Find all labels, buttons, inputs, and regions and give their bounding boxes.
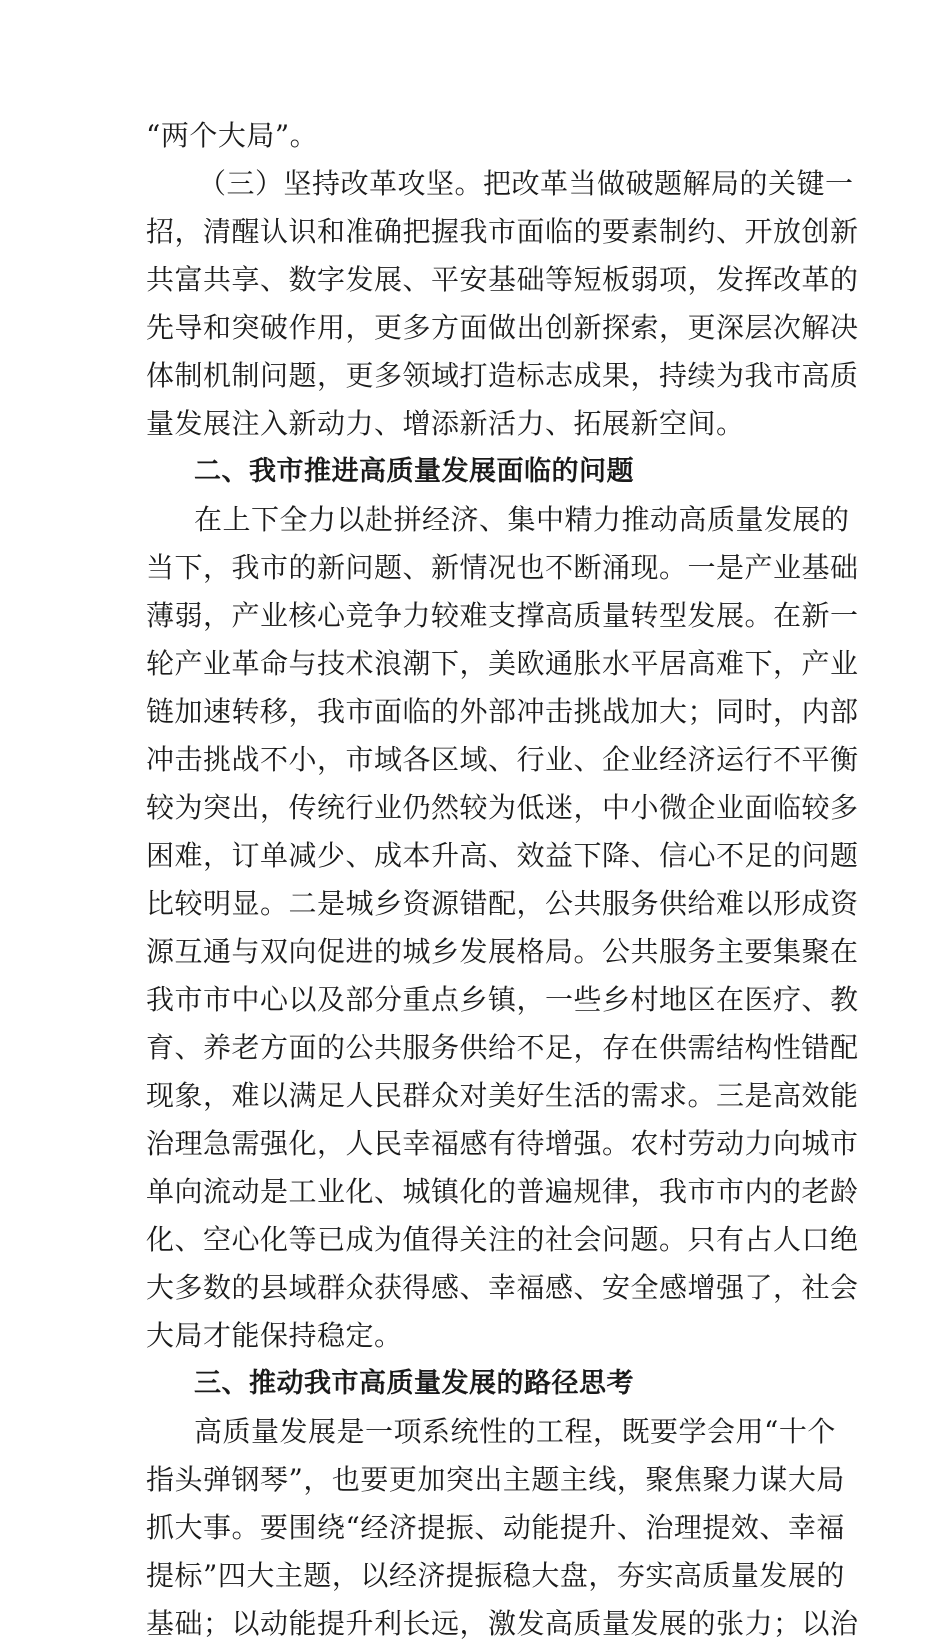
text-line: 冲击挑战不小，市域各区域、行业、企业经济运行不平衡	[146, 743, 859, 776]
text-line: “两个大局”。	[146, 119, 319, 152]
text-line: 比较明显。二是城乡资源错配，公共服务供给难以形成资	[146, 887, 859, 920]
text-line: 基础；以动能提升利长远，激发高质量发展的张力；以治	[146, 1607, 859, 1640]
text-line: 量发展注入新动力、增添新活力、拓展新空间。	[146, 407, 745, 440]
text-line: 提标”四大主题，以经济提振稳大盘，夯实高质量发展的	[146, 1559, 845, 1592]
text-line: 单向流动是工业化、城镇化的普遍规律，我市市内的老龄	[146, 1175, 859, 1208]
text-line: 体制机制问题，更多领域打造标志成果，持续为我市高质	[146, 359, 859, 392]
text-line: 先导和突破作用，更多方面做出创新探索，更深层次解决	[146, 311, 859, 344]
text-line: 抓大事。要围绕“经济提振、动能提升、治理提效、幸福	[146, 1511, 845, 1544]
document-page	[146, 112, 859, 1648]
text-line: 链加速转移，我市面临的外部冲击挑战加大；同时，内部	[146, 695, 859, 728]
text-line: 化、空心化等已成为值得关注的社会问题。只有占人口绝	[146, 1223, 859, 1256]
section-heading: 三、推动我市高质量发展的路径思考	[194, 1368, 634, 1399]
text-line: 大多数的县域群众获得感、幸福感、安全感增强了，社会	[146, 1271, 859, 1304]
text-line: 困难，订单减少、成本升高、效益下降、信心不足的问题	[146, 839, 859, 872]
paragraph-first-line: 在上下全力以赴拼经济、集中精力推动高质量发展的	[194, 503, 850, 536]
text-line: 轮产业革命与技术浪潮下，美欧通胀水平居高难下，产业	[146, 647, 859, 680]
section-lead-line: （三）坚持改革攻坚。把改革当做破题解局的关键一	[198, 167, 854, 200]
text-line: 大局才能保持稳定。	[146, 1319, 403, 1352]
text-line: 育、养老方面的公共服务供给不足，存在供需结构性错配	[146, 1031, 859, 1064]
text-line: 指头弹钢琴”，也要更加突出主题主线，聚焦聚力谋大局	[146, 1463, 845, 1496]
text-line: 当下，我市的新问题、新情况也不断涌现。一是产业基础	[146, 551, 859, 584]
text-line: 治理急需强化，人民幸福感有待增强。农村劳动力向城市	[146, 1127, 859, 1160]
section-heading: 二、我市推进高质量发展面临的问题	[194, 456, 634, 487]
paragraph-first-line: 高质量发展是一项系统性的工程，既要学会用“十个	[194, 1415, 836, 1448]
text-line: 招，清醒认识和准确把握我市面临的要素制约、开放创新	[146, 215, 859, 248]
text-line: 共富共享、数字发展、平安基础等短板弱项，发挥改革的	[146, 263, 859, 296]
text-line: 现象，难以满足人民群众对美好生活的需求。三是高效能	[146, 1079, 859, 1112]
text-line: 较为突出，传统行业仍然较为低迷，中小微企业面临较多	[146, 791, 859, 824]
text-line: 源互通与双向促进的城乡发展格局。公共服务主要集聚在	[146, 935, 859, 968]
text-line: 我市市中心以及部分重点乡镇，一些乡村地区在医疗、教	[146, 983, 859, 1016]
text-line: 薄弱，产业核心竞争力较难支撑高质量转型发展。在新一	[146, 599, 859, 632]
